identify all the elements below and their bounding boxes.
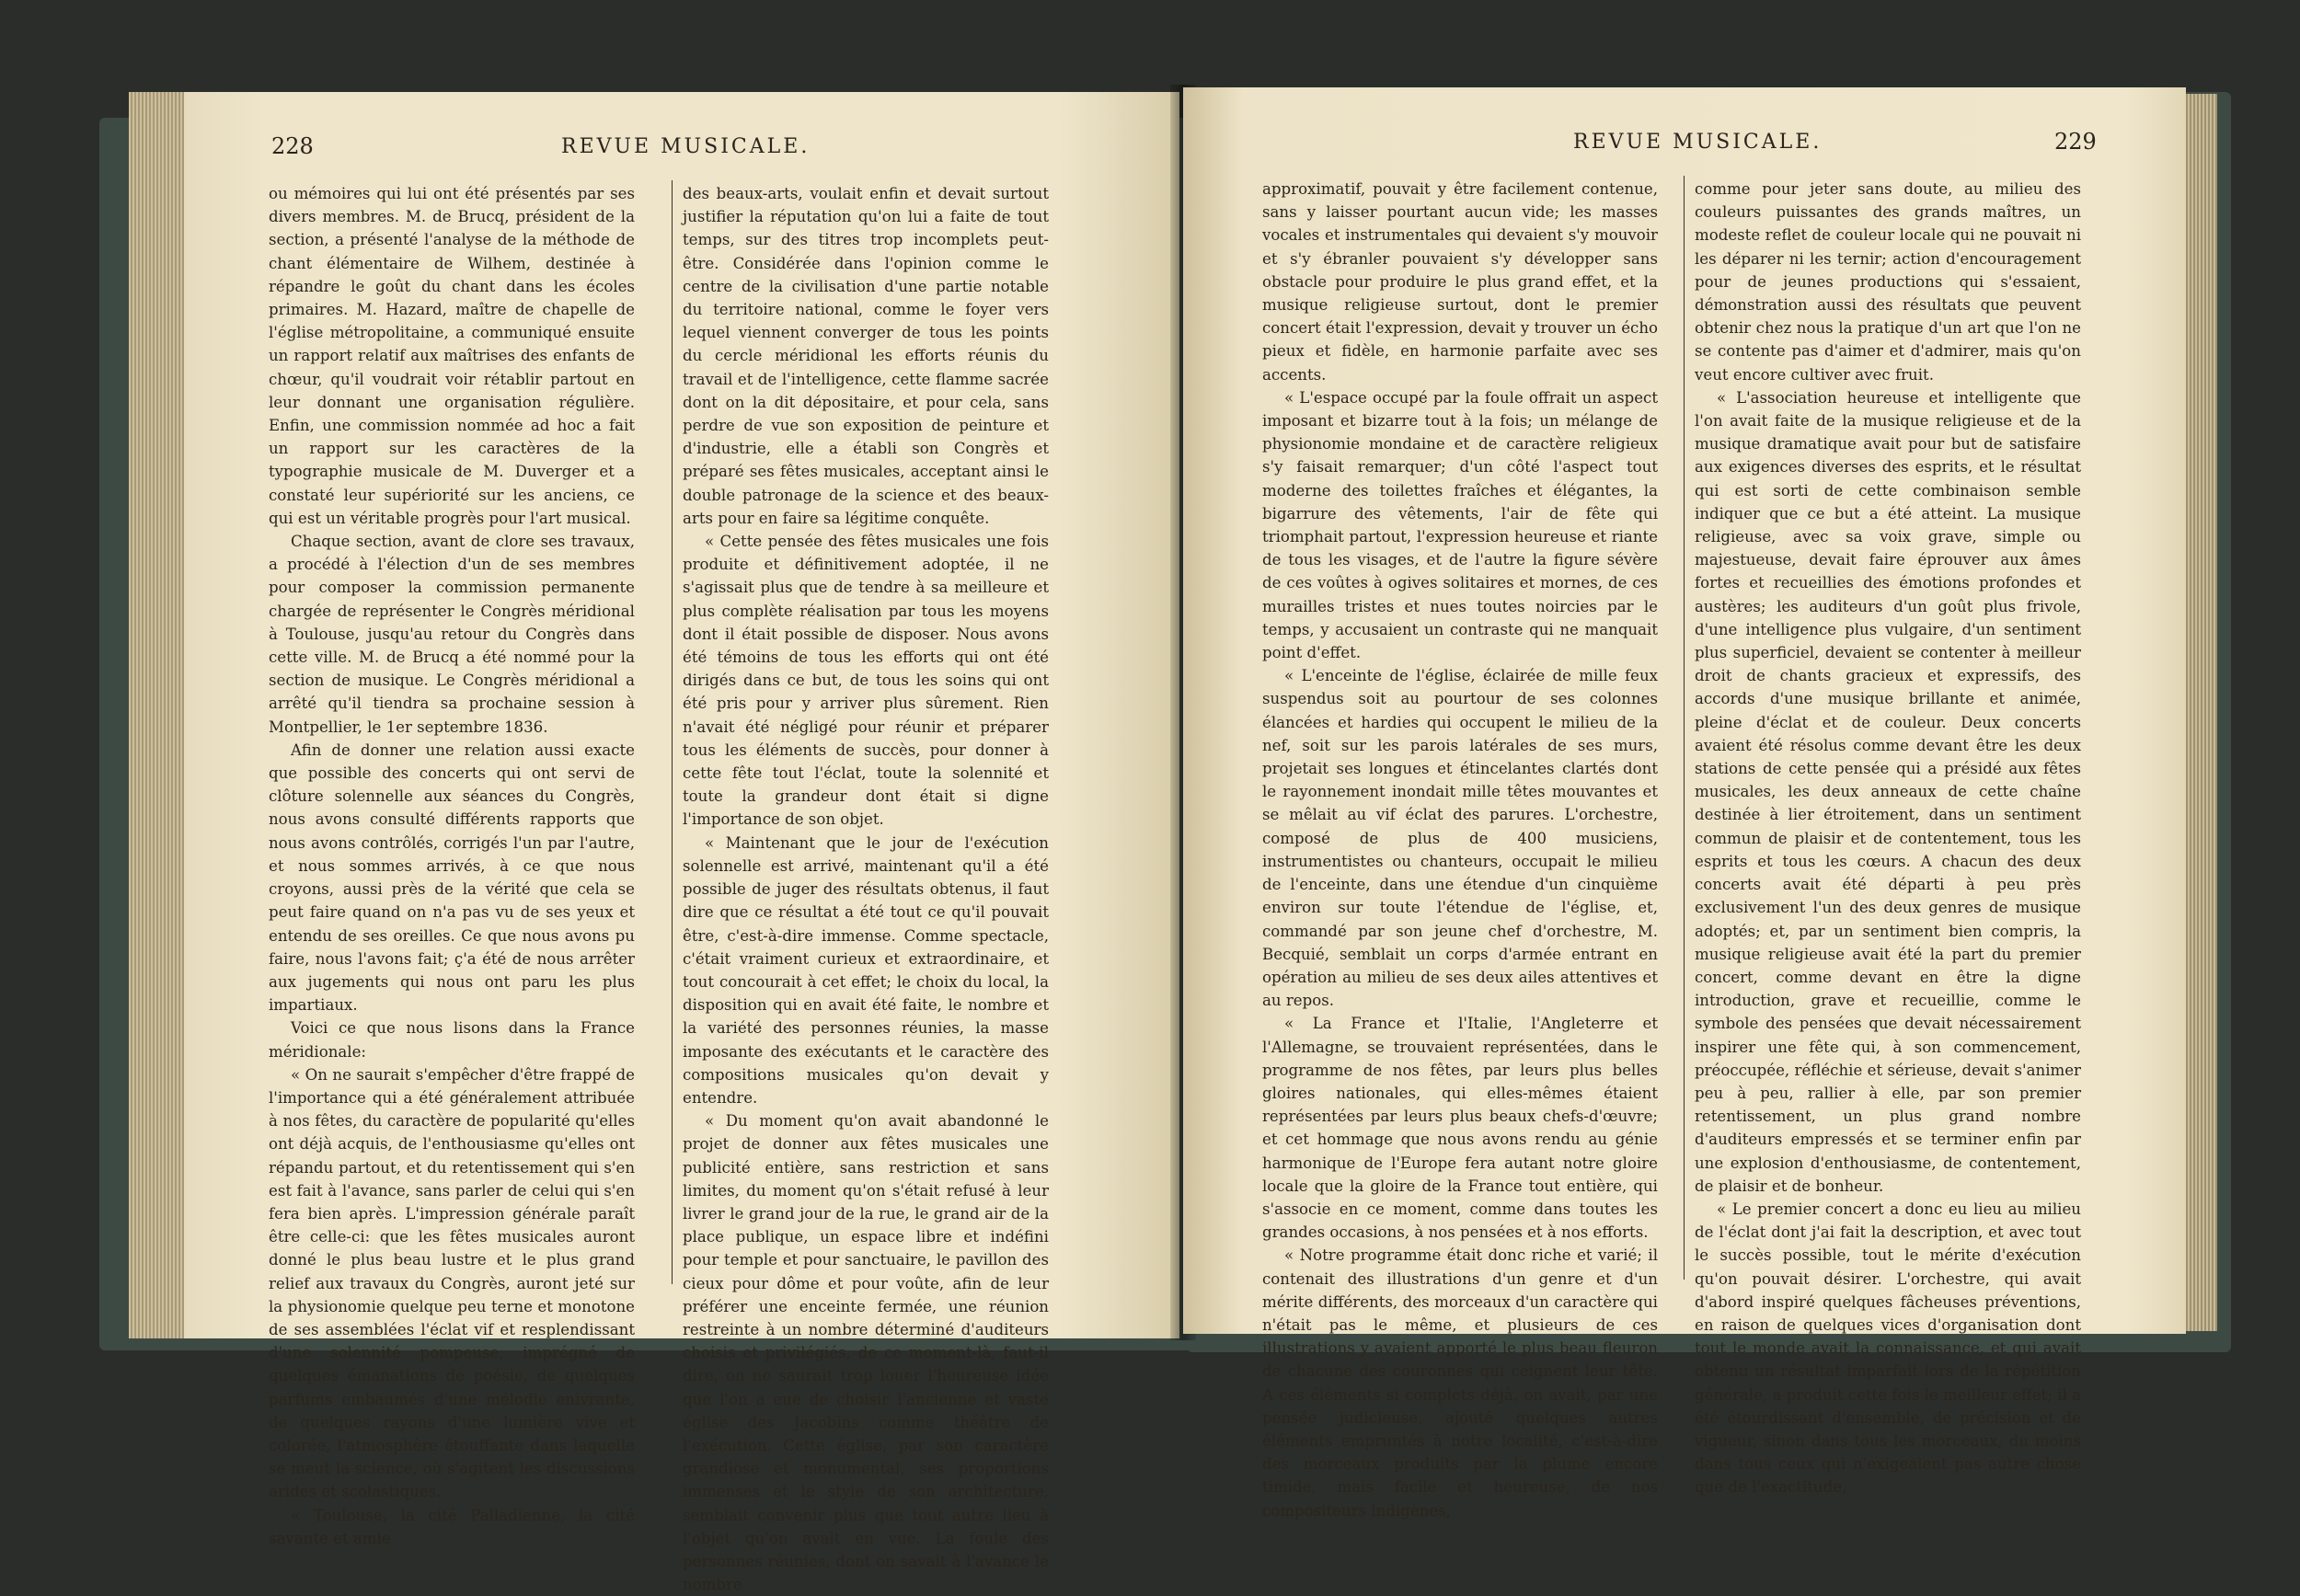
running-head: REVUE MUSICALE.	[1573, 131, 1823, 154]
paragraph: ou mémoires qui lui ont été présentés par ses divers membres. M. de Brucq, président de la section, a présenté l'analyse de la méthode de chant élémentaire de Wilhem, destinée à répandre le goût du chant dans les écoles primaires. M. Hazard, maître de chapelle de l'église métropolitaine, a communiqué ensuite un rapport relatif aux maîtrises des enfants de chœur, qu'il voudrait voir rétablir partout en leur donnant une organisation régulière. Enfin, une commission nommée ad hoc a fait un rapport sur les caractères de la typographie musicale de M. Duverger et a constaté leur supériorité sur les anciens, ce qui est un véritable progrès pour l'art musical.	[269, 185, 635, 527]
column-rule	[672, 180, 673, 1284]
page-edges-right	[2180, 94, 2217, 1331]
paragraph: « La France et l'Italie, l'Angleterre et l'Allemagne, se trouvaient représentées, dans le programme de nos fêtes, par leurs plus belles gloires nationales, qui elles-mêmes étaient représentées par leurs plus beaux chefs-d'œuvre; et cet hommage que nous avons rendu au génie harmonique de l'Europe fera autant notre gloire locale que la gloire de la France tout entière, qui s'associe en ce moment, comme dans toutes les grandes occasions, à nos pensées et à nos efforts.	[1262, 1015, 1658, 1242]
right-page	[1183, 87, 2186, 1520]
page-edges-left	[129, 92, 184, 1338]
left-page	[184, 92, 1179, 1594]
paragraph: « Notre programme était donc riche et varié; il contenait des illustrations d'un genre et d'un mérite différents, des morceaux d'un caractère qui n'était pas le même, et plusieurs de ces illustrations y avaient apporté le plus beau fleuron de chacune des couronnes qui ceignent leur tête. A ces éléments si complets déjà, on avait, par une pensée judicieuse, ajouté quelques autres éléments empruntés à notre localité, c'est-à-dire des morceaux produits par la plume encore timide, mais facile et heureuse, de nos compositeurs indigènes,	[1262, 1246, 1658, 1520]
paragraph: « L'association heureuse et intelligente que l'on avait faite de la musique religieuse et de la musique dramatique avait pour but de satisfaire aux exigences diverses des esprits, et le résultat qui est sorti de cette combinaison semble indiquer que ce but a été atteint. La musique religieuse, avec sa voix grave, simple ou majestueuse, devait faire éprouver aux âmes fortes et recueillies des émotions profondes et austères; les auditeurs d'un goût plus frivole, d'une intelligence plus vulgaire, d'un sentiment plus superficiel, devaient se contenter à meilleur droit de chants gracieux et expressifs, des accords d'une musique brillante et animée, pleine d'éclat et de couleur. Deux concerts avaient été résolus comme devant être les deux stations de cette pensée qui a présidé aux fêtes musicales, les deux anneaux de cette chaîne destinée à lier étroitement, dans un sentiment commun de plaisir et de contentement, tous les esprits et tous les cœurs. A chacun des deux concerts avait été départi à peu près exclusivement l'un des deux genres de musique adoptés; et, par un sentiment bien compris, la musique religieuse avait été la part du premier concert, comme devant en être la digne introduction, grave et recueillie, comme le symbole des pensées que devait nécessairement inspirer une fête qui, à son commencement, préoccupée, réfléchie et sérieuse, devait s'animer peu à peu, rallier à elle, par son premier retentissement, un plus grand nombre d'auditeurs empressés et se terminer enfin par une explosion d'enthousiasme, de contentement, de plaisir et de bonheur.	[1695, 388, 2081, 1195]
paragraph: Chaque section, avant de clore ses travaux, a procédé à l'élection d'un de ses membres pour composer la commission permanente chargée de représenter le Congrès méridional à Toulouse, jusqu'au retour du Congrès dans cette ville. M. de Brucq a été nommé pour la section de musique. Le Congrès méridional a arrêté qu'il tiendra sa prochaine session à Montpellier, le 1er septembre 1836.	[269, 533, 635, 736]
paragraph: Voici ce que nous lisons dans la France méridionale:	[269, 1019, 635, 1061]
paragraph: comme pour jeter sans doute, au milieu des couleurs puissantes des grands maîtres, un modeste reflet de couleur locale qui ne pouvait ni les déparer ni les ternir; action d'encouragement pour de jeunes productions qui s'essaient, démonstration aussi des résultats que peuvent obtenir chez nous la pratique d'un art que l'on ne se contente pas d'aimer et d'admirer, mais qu'on veut encore cultiver avec fruit.	[1695, 180, 2081, 384]
paragraph: « Le premier concert a donc eu lieu au milieu de l'éclat dont j'ai fait la description, et avec tout le succès possible, tout le mérite d'exécution qu'on pouvait désirer. L'orchestre, qui avait d'abord inspiré quelques fâcheuses préventions, en raison de quelques vices d'organisation dont tout le monde avait la connaissance, et qui avait obtenu un résultat imparfait lors de la répétition générale, a produit cette fois le meilleur effet; il a été étourdissant d'ensemble, de précision et de vigueur, sinon dans tous les morceaux, du moins dans tous ceux qui n'exigeaient pas autre chose que de l'exactitude,	[1695, 1200, 2081, 1497]
text-column-2	[1695, 178, 2081, 1499]
page-number: 228	[271, 133, 314, 159]
paragraph: « Du moment qu'on avait abandonné le projet de donner aux fêtes musicales une publicité entière, sans restriction et sans limites, du moment qu'on s'était refusé à leur livrer le grand jour de la rue, le grand air de la place publique, un espace libre et indéfini pour temple et pour sanctuaire, le pavillon des cieux pour dôme et pour voûte, afin de leur préférer une enceinte fermée, une réunion restreinte à un nombre déterminé d'auditeurs choisis et privilégiés, de ce moment-là, faut-il dire, on ne saurait trop louer l'heureuse idée que l'on a eue de choisir l'ancienne et vaste église des Jacobins comme théâtre de l'exécution. Cette église, par son caractère grandiose et monumental, ses proportions immenses et le style de son architecture, semblait convenir plus que tout autre lieu à l'objet qu'on avait en vue. La foule des personnes réunies, dont on savait à l'avance le nombre	[683, 1112, 1049, 1594]
paragraph: « Toulouse, la cité Palladienne, la cité savante et amie	[269, 1506, 635, 1547]
paragraph: « On ne saurait s'empêcher d'être frappé de l'importance qui a été généralement attribuée à nos fêtes, du caractère de popularité qu'elles ont déjà acquis, de l'enthousiasme qu'elles ont répandu partout, et du retentissement qui s'en est fait à l'avance, sans parler de celui qui s'en fera bien après. L'impression générale paraît être celle-ci: que les fêtes musicales auront donné le plus beau lustre et le plus grand relief aux travaux du Congrès, auront jeté sur la physionomie quelque peu terne et monotone de ses assemblées l'éclat vif et resplendissant d'une solennité pompeuse, imprégné de quelques émanations de poésie, de quelques parfums embaumés d'une mélodie enivrante, de quelques rayons d'une lumière vive et colorée, l'atmosphère étouffante dans laquelle se meut la science, où s'agitent les discussions arides et scolastiques.	[269, 1065, 635, 1501]
text-column-1	[269, 182, 635, 1550]
paragraph: approximatif, pouvait y être facilement contenue, sans y laisser pourtant aucun vide; les masses vocales et instrumentales qui devaient s'y mouvoir et s'y ébranler pouvaient s'y développer sans obstacle pour produire le plus grand effet, et la musique religieuse surtout, dont le premier concert était l'expression, devait y trouver un écho pieux et fidèle, en harmonie parfaite avec ses accents.	[1262, 180, 1658, 384]
running-head: REVUE MUSICALE.	[561, 135, 811, 158]
paragraph: « Maintenant que le jour de l'exécution solennelle est arrivé, maintenant qu'il a été possible de juger des résultats obtenus, il faut dire que ce résultat a été tout ce qu'il pouvait être, c'est-à-dire immense. Comme spectacle, c'était vraiment curieux et extraordinaire, et tout concourait à cet effet; le choix du local, la disposition qui en avait été faite, le nombre et la variété des personnes réunies, la masse imposante des exécutants et le caractère des compositions musicales qu'on devait y entendre.	[683, 833, 1049, 1107]
paragraph: Afin de donner une relation aussi exacte que possible des concerts qui ont servi de clôture solennelle aux séances du Congrès, nous avons consulté différents rapports que nous avons contrôlés, corrigés l'un par l'autre, et nous sommes arrivés, à ce que nous croyons, aussi près de la vérité que cela se peut faire quand on n'a pas vu de ses yeux et entendu de ses oreilles. Ce que nous avons pu faire, nous l'avons fait; ç'a été de nous arrêter aux jugements qui nous ont paru les plus impartiaux.	[269, 741, 635, 1015]
paragraph: des beaux-arts, voulait enfin et devait surtout justifier la réputation qu'on lui a faite de tout temps, sur des titres trop incomplets peut-être. Considérée dans l'opinion comme le centre de la civilisation d'une partie notable du territoire national, comme le foyer vers lequel viennent converger de tous les points du cercle méridional les efforts réunis du travail et de l'intelligence, cette flamme sacrée dont on la dit dépositaire, et pour cela, sans perdre de vue son exposition de peinture et d'industrie, elle a établi son Congrès et préparé ses fêtes musicales, acceptant ainsi le double patronage de la science et des beaux-arts pour en faire sa légitime conquête.	[683, 185, 1049, 527]
paragraph: « L'enceinte de l'église, éclairée de mille feux suspendus soit au pourtour de ses colonnes élancées et hardies qui occupent le milieu de la nef, soit sur les parois latérales de ses murs, projetait ses longues et étincelantes clartés dont le rayonnement inondait mille têtes mouvantes et se mêlait au vif éclat des parures. L'orchestre, composé de plus de 400 musiciens, instrumentistes ou chanteurs, occupait le milieu de l'enceinte, dans une étendue d'un cinquième environ sur toute l'étendue de l'église, et, commandé par son jeune chef d'orchestre, M. Becquié, semblait un corps d'armée entrant en opération au milieu de ses deux ailes attentives et au repos.	[1262, 667, 1658, 1010]
page-number: 229	[2054, 129, 2097, 155]
column-rule	[1684, 176, 1685, 1280]
text-column-2	[683, 182, 1049, 1596]
text-column-1	[1262, 178, 1658, 1522]
paragraph: « L'espace occupé par la foule offrait un aspect imposant et bizarre tout à la fois; un mélange de physionomie mondaine et de caractère religieux s'y faisait remarquer; d'un côté l'aspect tout moderne des toilettes fraîches et élégantes, la bigarrure des vêtements, l'air de fête qui triomphait partout, l'expression heureuse et riante de tous les visages, et de l'autre la figure sévère de ces voûtes à ogives solitaires et mornes, de ces murailles tristes et nues toutes noircies par le temps, y accusaient un contraste qui ne manquait point d'effet.	[1262, 388, 1658, 662]
paragraph: « Cette pensée des fêtes musicales une fois produite et définitivement adoptée, il ne s'agissait plus que de tendre à sa meilleure et plus complète réalisation par tous les moyens dont il était possible de disposer. Nous avons été témoins de tous les efforts qui ont été dirigés dans ce but, de tous les soins qui ont été pris pour y arriver plus sûrement. Rien n'avait été négligé pour réunir et préparer tous les éléments de succès, pour donner à cette fête tout l'éclat, toute la solennité et toute la grandeur dont était si digne l'importance de son objet.	[683, 533, 1049, 829]
